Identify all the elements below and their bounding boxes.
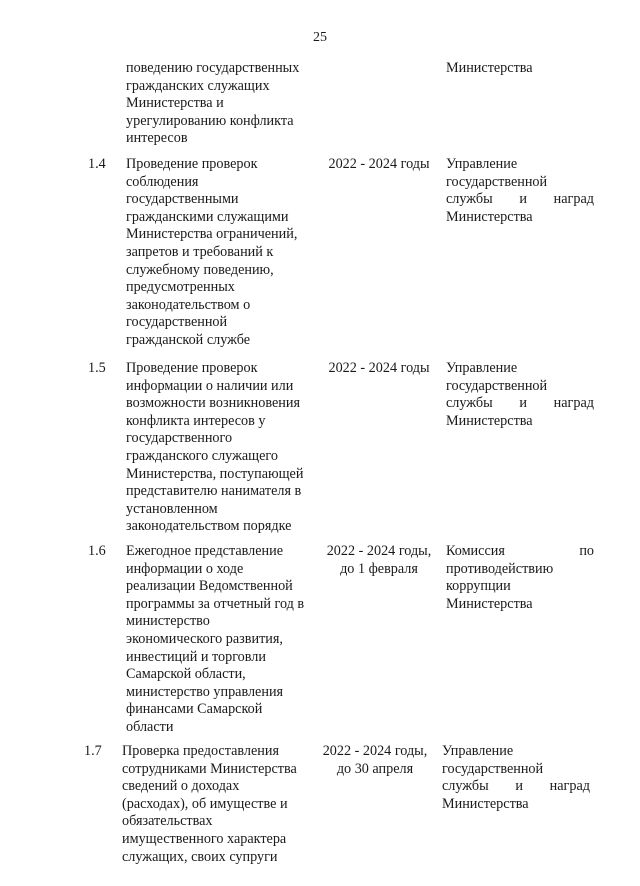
responsible-line: Управление [442, 743, 514, 759]
responsible-line: государственной [446, 377, 548, 394]
responsible-word: Комиссия [446, 543, 505, 559]
responsible-word: по [579, 543, 594, 559]
responsible-line-justified [442, 778, 590, 796]
row-number: 1.5 [88, 360, 106, 376]
responsible-line: государственной [446, 173, 548, 190]
responsible-word: службы [442, 778, 489, 795]
row-responsible [446, 543, 594, 613]
row-description: Ежегодное представление информации о ходе реализации Ведомственной программы за отчетный год в министерство экономического развития, инвестиций и торговли Самарской области, министерство управления финансами Самарской области [126, 543, 305, 735]
responsible-word: и [515, 778, 523, 795]
responsible-word: службы [446, 395, 493, 412]
responsible-line-justified [446, 191, 594, 209]
responsible-line: государственной [442, 760, 544, 777]
responsible-line-justified [446, 543, 594, 561]
row-description: Проведение проверок соблюдения государственными гражданскими служащими Министерства ограничений, запретов и требований к служебному поведению, предусмотренных законодательством о государственной гражданской службе [126, 156, 298, 348]
row-number: 1.6 [88, 543, 106, 559]
responsible-line: Министерства [446, 60, 533, 76]
responsible-line: Управление [446, 156, 518, 172]
responsible-word: службы [446, 191, 493, 208]
responsible-word: наград [553, 395, 594, 412]
row-term: 2022 - 2024 годы [328, 360, 430, 376]
responsible-line: Министерства [446, 208, 533, 225]
row-number: 1.7 [84, 743, 102, 759]
responsible-line: Управление [446, 360, 518, 376]
row-term: 2022 - 2024 годы, до 1 февраля [326, 543, 432, 577]
row-description: поведению государственных гражданских служащих Министерства и урегулированию конфликта интересов [126, 60, 300, 147]
row-description: Проверка предоставления сотрудниками Министерства сведений о доходах (расходах), об имуществе и обязательствах имущественного характера служащих, своих супруги [122, 743, 297, 865]
responsible-line: Министерства [442, 795, 529, 812]
page-number: 25 [313, 30, 327, 45]
row-term: 2022 - 2024 годы, до 30 апреля [322, 743, 428, 777]
responsible-line: Министерства [446, 595, 533, 612]
responsible-line-justified [446, 395, 594, 413]
responsible-line: Министерства [446, 412, 533, 429]
responsible-word: наград [549, 778, 590, 795]
row-responsible [446, 60, 594, 78]
responsible-word: и [519, 191, 527, 208]
row-number: 1.4 [88, 156, 106, 172]
row-term: 2022 - 2024 годы [328, 156, 430, 172]
responsible-word: и [519, 395, 527, 412]
row-responsible [442, 743, 590, 813]
row-description: Проведение проверок информации о наличии или возможности возникновения конфликта интересов у государственного гражданского служащего Министерства, поступающей представителю нанимателя в установленном законодательством порядке [126, 360, 304, 535]
responsible-line: противодействию [446, 560, 554, 577]
row-responsible [446, 360, 594, 430]
row-responsible [446, 156, 594, 226]
responsible-word: наград [553, 191, 594, 208]
responsible-line: коррупции [446, 578, 511, 595]
